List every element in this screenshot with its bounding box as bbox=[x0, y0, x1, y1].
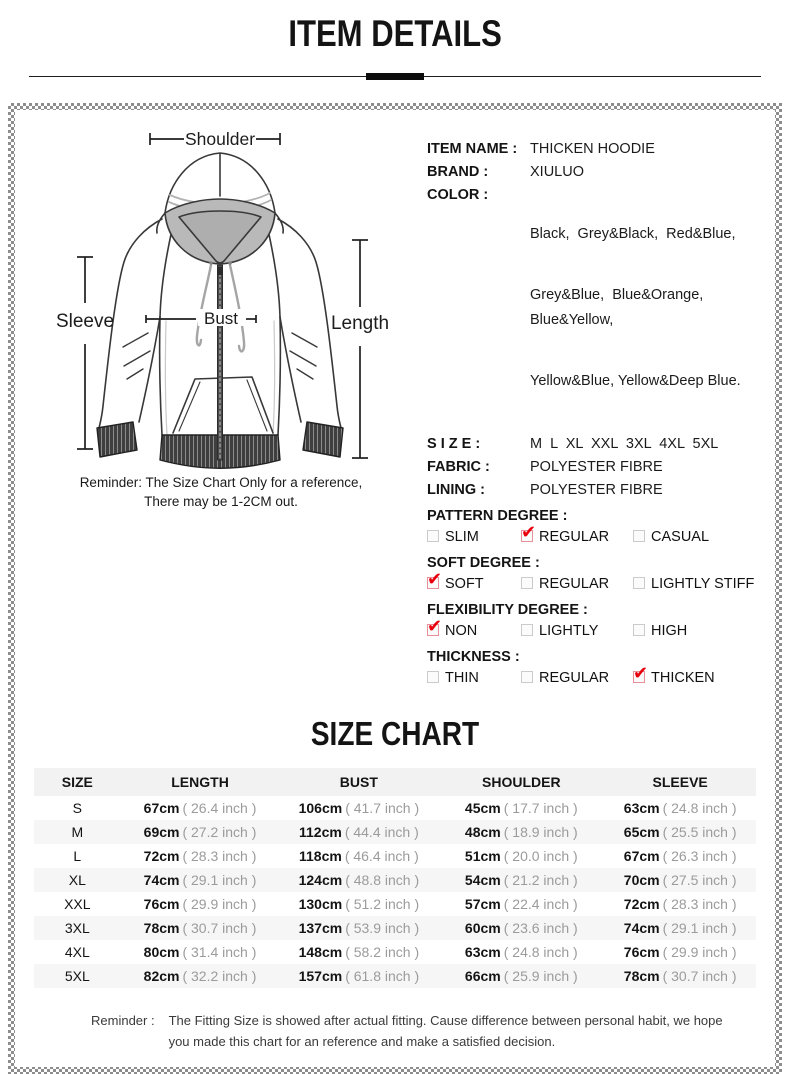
checkbox[interactable] bbox=[521, 624, 533, 636]
column-header: LENGTH bbox=[121, 768, 280, 796]
checkbox[interactable] bbox=[427, 624, 439, 636]
length-label: Length bbox=[330, 313, 390, 334]
bust-cm: 118cm bbox=[298, 848, 342, 864]
bust-label: Bust bbox=[203, 309, 239, 328]
option bbox=[521, 670, 633, 687]
shoulder-cell bbox=[438, 892, 604, 916]
kangaroo-pocket bbox=[173, 377, 273, 433]
sleeve-cell bbox=[604, 820, 756, 844]
shoulder-inch: ( 17.7 inch ) bbox=[503, 800, 578, 816]
sleeve-label: Sleeve bbox=[55, 311, 115, 332]
footer-reminder-line2: you made this chart for an reference and make a satisfied decision. bbox=[168, 1034, 556, 1050]
bust-cell bbox=[279, 844, 438, 868]
length-cm: 82cm bbox=[143, 968, 180, 984]
shoulder-cell bbox=[438, 844, 604, 868]
option-group-flexibility-degree bbox=[427, 602, 767, 640]
bust-inch: ( 53.9 inch ) bbox=[345, 920, 420, 936]
table-row bbox=[34, 868, 756, 892]
table-row bbox=[34, 844, 756, 868]
option-group-soft-degree bbox=[427, 555, 767, 593]
length-inch: ( 27.2 inch ) bbox=[182, 824, 257, 840]
option-label: SLIM bbox=[445, 529, 479, 545]
item-name-value: THICKEN HOODIE bbox=[530, 141, 655, 157]
shoulder-inch: ( 22.4 inch ) bbox=[503, 896, 578, 912]
sleeve-cell bbox=[604, 796, 756, 820]
option-label: LIGHTLY bbox=[539, 623, 599, 639]
shoulder-cm: 48cm bbox=[464, 824, 501, 840]
fabric-value: POLYESTER FIBRE bbox=[530, 459, 663, 475]
diagram-column bbox=[15, 112, 427, 687]
sleeve-cell bbox=[604, 892, 756, 916]
page-title-text: ITEM DETAILS bbox=[288, 13, 502, 54]
color-value bbox=[530, 186, 767, 430]
size-value: M L XL XXL 3XL 4XL 5XL bbox=[530, 436, 719, 452]
option-group-thickness bbox=[427, 649, 767, 687]
option bbox=[633, 576, 754, 593]
length-cm: 80cm bbox=[143, 944, 180, 960]
item-name-label: ITEM NAME : bbox=[427, 141, 518, 157]
table-row bbox=[34, 820, 756, 844]
sleeve-cm: 67cm bbox=[623, 848, 660, 864]
option bbox=[427, 670, 521, 687]
spec-row-size bbox=[427, 435, 767, 453]
option-label: THIN bbox=[445, 670, 479, 686]
shoulder-inch: ( 20.0 inch ) bbox=[503, 848, 578, 864]
shoulder-cm: 51cm bbox=[464, 848, 501, 864]
option bbox=[521, 576, 633, 593]
color-label: COLOR : bbox=[427, 187, 489, 203]
option-label: LIGHTLY STIFF bbox=[651, 576, 755, 592]
shoulder-cell bbox=[438, 796, 604, 820]
length-inch: ( 32.2 inch ) bbox=[182, 968, 257, 984]
diagram-reminder-line1: Reminder: The Size Chart Only for a reference, bbox=[79, 475, 363, 490]
shoulder-cell bbox=[438, 940, 604, 964]
size-chart-table bbox=[34, 768, 756, 988]
bust-cell bbox=[279, 820, 438, 844]
checkbox[interactable] bbox=[633, 577, 645, 589]
shoulder-inch: ( 18.9 inch ) bbox=[503, 824, 578, 840]
shoulder-cm: 66cm bbox=[464, 968, 501, 984]
sleeve-inch: ( 25.5 inch ) bbox=[662, 824, 737, 840]
bust-inch: ( 44.4 inch ) bbox=[344, 824, 419, 840]
checkbox[interactable] bbox=[633, 671, 645, 683]
sleeve-measure-line bbox=[77, 257, 93, 449]
option-label: SOFT bbox=[445, 576, 484, 592]
title-divider bbox=[29, 76, 761, 77]
spec-row-item-name bbox=[427, 140, 767, 158]
size-label: S I Z E : bbox=[427, 436, 481, 452]
option bbox=[633, 670, 715, 687]
length-cm: 72cm bbox=[143, 848, 180, 864]
shoulder-inch: ( 21.2 inch ) bbox=[503, 872, 578, 888]
size-cell: 3XL bbox=[64, 920, 90, 936]
size-cell: M bbox=[71, 824, 84, 840]
option-label: REGULAR bbox=[539, 529, 610, 545]
checkbox[interactable] bbox=[633, 530, 645, 542]
sleeve-inch: ( 28.3 inch ) bbox=[662, 896, 737, 912]
spec-row-lining bbox=[427, 481, 767, 499]
size-chart-title-text: SIZE CHART bbox=[310, 715, 480, 752]
checkbox[interactable] bbox=[427, 671, 439, 683]
group-label: PATTERN DEGREE : bbox=[427, 508, 568, 524]
length-inch: ( 29.1 inch ) bbox=[182, 872, 257, 888]
shoulder-cell bbox=[438, 916, 604, 940]
shoulder-cell bbox=[438, 868, 604, 892]
table-row bbox=[34, 892, 756, 916]
sleeve-cm: 74cm bbox=[623, 920, 660, 936]
bust-cell bbox=[279, 796, 438, 820]
bust-cm: 157cm bbox=[298, 968, 343, 984]
table-row bbox=[34, 796, 756, 820]
size-cell: XL bbox=[68, 872, 86, 888]
checkbox[interactable] bbox=[633, 624, 645, 636]
top-section bbox=[15, 112, 775, 687]
length-cell bbox=[121, 820, 280, 844]
option-label: HIGH bbox=[651, 623, 688, 639]
checkbox[interactable] bbox=[427, 530, 439, 542]
shoulder-cm: 54cm bbox=[464, 872, 501, 888]
option bbox=[633, 623, 687, 640]
sleeve-inch: ( 26.3 inch ) bbox=[662, 848, 737, 864]
length-inch: ( 29.9 inch ) bbox=[182, 896, 257, 912]
checkbox[interactable] bbox=[521, 577, 533, 589]
spec-row-fabric bbox=[427, 458, 767, 476]
bust-cell bbox=[279, 868, 438, 892]
sleeve-inch: ( 30.7 inch ) bbox=[662, 968, 737, 984]
option bbox=[427, 576, 521, 593]
sleeve-cm: 63cm bbox=[623, 800, 660, 816]
diagram-reminder bbox=[15, 474, 427, 511]
column-header: SHOULDER bbox=[438, 768, 604, 796]
shoulder-inch: ( 23.6 inch ) bbox=[503, 920, 578, 936]
bust-cm: 148cm bbox=[298, 944, 343, 960]
option bbox=[633, 529, 709, 546]
footer-reminder-line1: The Fitting Size is showed after actual fitting. Cause difference between personal habit, we hope bbox=[168, 1013, 723, 1028]
bust-cm: 106cm bbox=[298, 800, 343, 816]
bust-cm: 124cm bbox=[298, 872, 343, 888]
shoulder-inch: ( 25.9 inch ) bbox=[503, 968, 578, 984]
size-cell: 4XL bbox=[64, 944, 90, 960]
group-options bbox=[427, 576, 767, 593]
option bbox=[427, 529, 521, 546]
length-cm: 67cm bbox=[143, 800, 180, 816]
color-line-1: Black, Grey&Black, Red&Blue, bbox=[530, 226, 736, 242]
size-cell: S bbox=[72, 800, 82, 816]
option-label: REGULAR bbox=[539, 670, 610, 686]
bust-cm: 112cm bbox=[298, 824, 342, 840]
option-label: THICKEN bbox=[651, 670, 715, 686]
option-group-pattern-degree bbox=[427, 508, 767, 546]
bust-inch: ( 48.8 inch ) bbox=[345, 872, 420, 888]
lining-label: LINING : bbox=[427, 482, 485, 498]
length-inch: ( 31.4 inch ) bbox=[182, 944, 257, 960]
group-options bbox=[427, 623, 767, 640]
checkbox[interactable] bbox=[427, 577, 439, 589]
sleeve-cell bbox=[604, 916, 756, 940]
footer-reminder-text bbox=[169, 1010, 723, 1053]
sleeve-cm: 78cm bbox=[623, 968, 660, 984]
fabric-label: FABRIC : bbox=[427, 459, 490, 475]
shoulder-cm: 57cm bbox=[464, 896, 501, 912]
column-header: SLEEVE bbox=[604, 768, 756, 796]
bust-inch: ( 46.4 inch ) bbox=[344, 848, 419, 864]
sleeve-cm: 76cm bbox=[623, 944, 660, 960]
table-row bbox=[34, 940, 756, 964]
sleeve-cell bbox=[604, 940, 756, 964]
page-title bbox=[0, 12, 790, 56]
length-cell bbox=[121, 844, 280, 868]
page-header bbox=[0, 0, 790, 77]
group-label: SOFT DEGREE : bbox=[427, 555, 540, 571]
bust-inch: ( 58.2 inch ) bbox=[345, 944, 420, 960]
zipper bbox=[217, 265, 222, 460]
size-cell: XXL bbox=[64, 896, 91, 912]
lining-value: POLYESTER FIBRE bbox=[530, 482, 663, 498]
bust-cell bbox=[279, 916, 438, 940]
hoodie-measurement-diagram bbox=[27, 116, 419, 476]
length-cell bbox=[121, 796, 280, 820]
group-options bbox=[427, 529, 767, 546]
bust-inch: ( 61.8 inch ) bbox=[345, 968, 420, 984]
length-cell bbox=[121, 892, 280, 916]
size-table-header bbox=[34, 768, 756, 796]
diagram-reminder-line2: There may be 1-2CM out. bbox=[144, 493, 298, 509]
checkbox[interactable] bbox=[521, 671, 533, 683]
column-header: BUST bbox=[279, 768, 438, 796]
length-inch: ( 26.4 inch ) bbox=[182, 800, 257, 816]
length-inch: ( 28.3 inch ) bbox=[182, 848, 257, 864]
sleeve-cm: 70cm bbox=[623, 872, 660, 888]
size-table-body bbox=[34, 796, 756, 988]
length-cm: 69cm bbox=[143, 824, 180, 840]
length-cell bbox=[121, 940, 280, 964]
footer-reminder-label: Reminder : bbox=[91, 1013, 155, 1028]
length-measure-line bbox=[352, 240, 368, 458]
hood-lining bbox=[165, 199, 275, 264]
checkered-border-frame bbox=[8, 103, 782, 1074]
bust-cell bbox=[279, 892, 438, 916]
length-cm: 78cm bbox=[143, 920, 180, 936]
table-row bbox=[34, 964, 756, 988]
sleeve-cell bbox=[604, 844, 756, 868]
sleeve-inch: ( 27.5 inch ) bbox=[662, 872, 737, 888]
size-cell: 5XL bbox=[64, 968, 90, 984]
sleeve-cell bbox=[604, 868, 756, 892]
option-label: REGULAR bbox=[539, 576, 610, 592]
bust-inch: ( 41.7 inch ) bbox=[345, 800, 420, 816]
bust-cm: 130cm bbox=[298, 896, 343, 912]
group-label: FLEXIBILITY DEGREE : bbox=[427, 602, 588, 618]
length-cell bbox=[121, 916, 280, 940]
shoulder-label: Shoulder bbox=[184, 129, 256, 149]
sleeve-inch: ( 29.1 inch ) bbox=[662, 920, 737, 936]
shoulder-cell bbox=[438, 820, 604, 844]
option-label: NON bbox=[445, 623, 478, 639]
content-box bbox=[15, 110, 775, 1067]
size-cell: L bbox=[73, 848, 82, 864]
option-label: CASUAL bbox=[651, 529, 710, 545]
brand-label: BRAND : bbox=[427, 164, 489, 180]
length-inch: ( 30.7 inch ) bbox=[182, 920, 257, 936]
sleeve-inch: ( 24.8 inch ) bbox=[662, 800, 737, 816]
group-label: THICKNESS : bbox=[427, 649, 520, 665]
footer-reminder bbox=[91, 1010, 775, 1057]
brand-value: XIULUO bbox=[530, 164, 584, 180]
bust-cell bbox=[279, 964, 438, 988]
spec-row-brand bbox=[427, 163, 767, 181]
bust-cell bbox=[279, 940, 438, 964]
sleeve-cm: 65cm bbox=[623, 824, 660, 840]
divider-center-block bbox=[366, 73, 424, 80]
sleeve-inch: ( 29.9 inch ) bbox=[662, 944, 737, 960]
column-header: SIZE bbox=[34, 768, 121, 796]
color-line-2: Grey&Blue, Blue&Orange, Blue&Yellow, bbox=[530, 287, 708, 328]
length-cell bbox=[121, 964, 280, 988]
shoulder-cm: 63cm bbox=[464, 944, 501, 960]
item-specs bbox=[427, 112, 775, 687]
length-cell bbox=[121, 868, 280, 892]
shoulder-cm: 45cm bbox=[464, 800, 501, 816]
option bbox=[521, 623, 633, 640]
length-cm: 74cm bbox=[143, 872, 180, 888]
color-line-3: Yellow&Blue, Yellow&Deep Blue. bbox=[530, 373, 741, 389]
option bbox=[521, 529, 633, 546]
checkbox[interactable] bbox=[521, 530, 533, 542]
group-options bbox=[427, 670, 767, 687]
option bbox=[427, 623, 521, 640]
bust-inch: ( 51.2 inch ) bbox=[345, 896, 420, 912]
shoulder-cm: 60cm bbox=[464, 920, 501, 936]
header-row bbox=[34, 768, 756, 796]
shoulder-inch: ( 24.8 inch ) bbox=[503, 944, 578, 960]
sleeve-cm: 72cm bbox=[623, 896, 660, 912]
table-row bbox=[34, 916, 756, 940]
spec-row-color bbox=[427, 186, 767, 430]
length-cm: 76cm bbox=[143, 896, 180, 912]
size-chart-title bbox=[15, 715, 775, 753]
shoulder-cell bbox=[438, 964, 604, 988]
bust-cm: 137cm bbox=[298, 920, 343, 936]
sleeve-cell bbox=[604, 964, 756, 988]
